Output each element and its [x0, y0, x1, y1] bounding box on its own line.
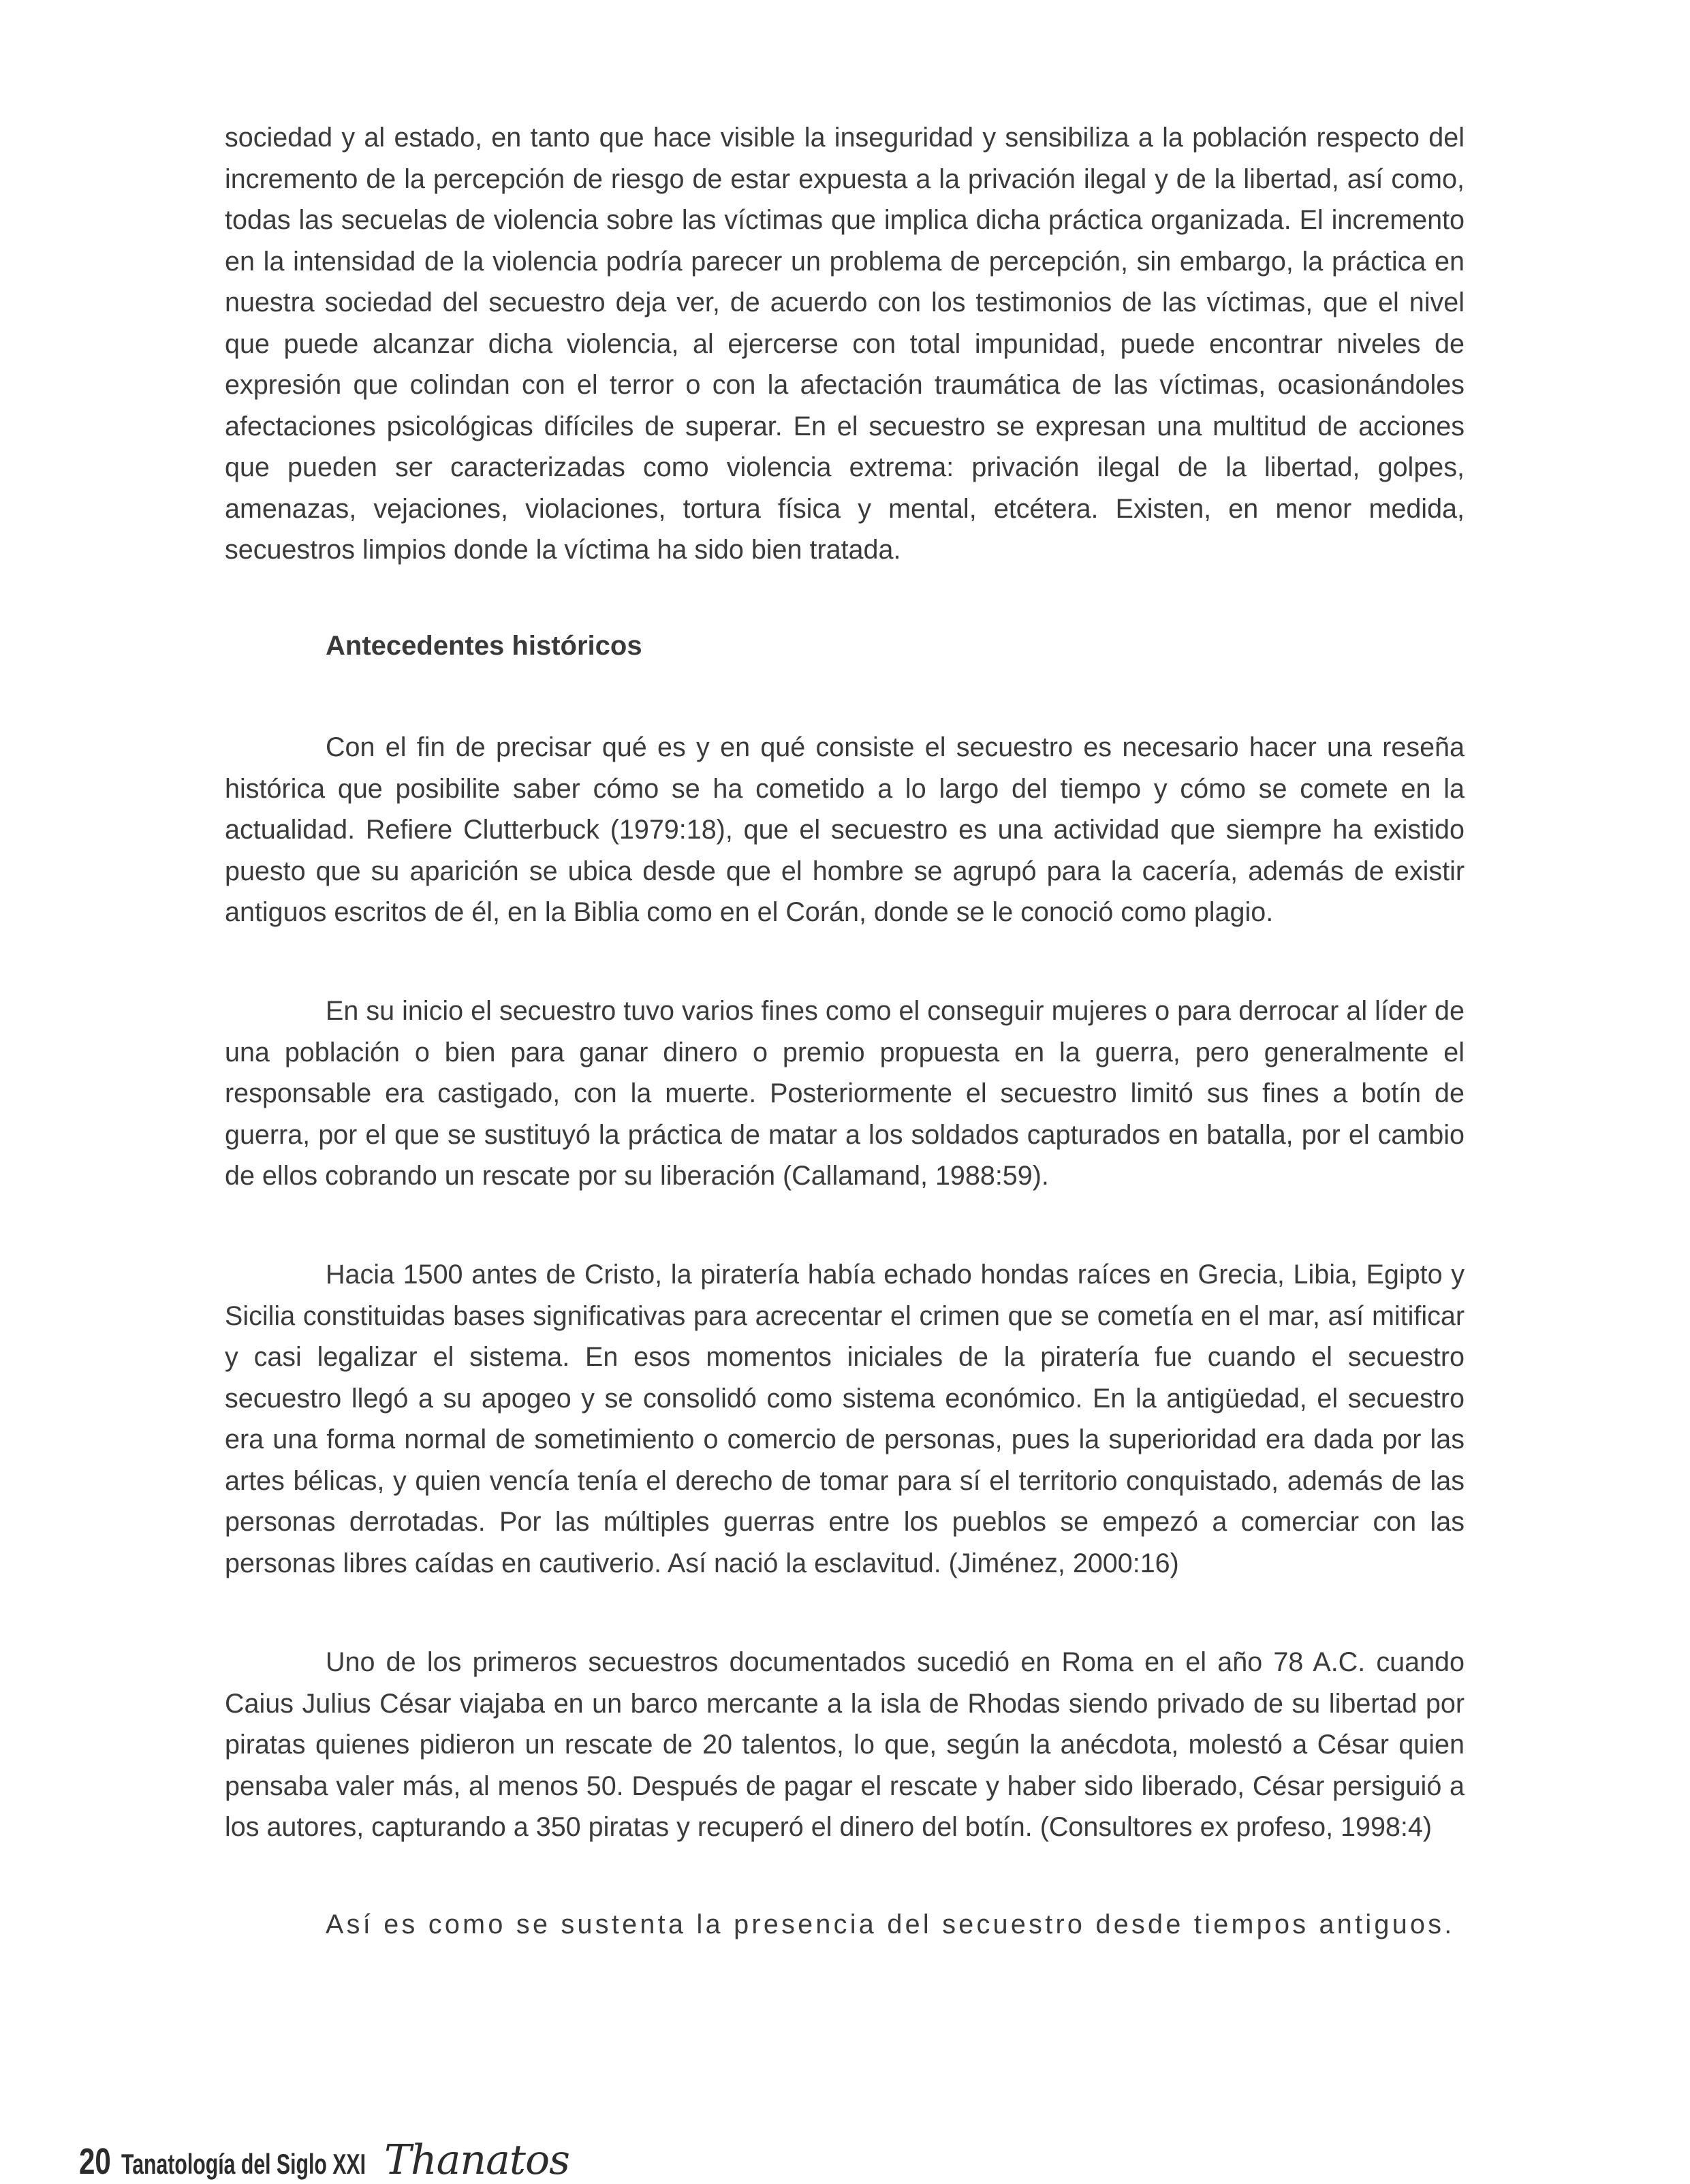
thanatos-logo: Thanatos	[384, 2136, 569, 2184]
section-heading: Antecedentes históricos	[326, 631, 642, 661]
magazine-title: Tanatología del Siglo XXI	[121, 2148, 366, 2180]
paragraph-3: Hacia 1500 antes de Cristo, la piratería había echado hondas raíces en Grecia, Libia, Egipto y Sicilia constituidas bases significativas para acrecentar el crimen que se cometía en el mar, así mitificar y casi legalizar el sistema. En esos momentos iniciales de la piratería fue cuando el secuestro secuestro llegó a su apogeo y se consolidó como sistema económico. En la antigüedad, el secuestro era una forma normal de sometimiento o comercio de personas, pues la superioridad era dada por las artes bélicas, y quien vencía tenía el derecho de tomar para sí el territorio conquistado, además de las personas derrotadas. Por las múltiples guerras entre los pueblos se empezó a comerciar con las personas libres caídas en cautiverio. Así nació la esclavitud. (Jiménez, 2000:16)	[225, 1260, 1465, 1578]
page-footer	[79, 2136, 569, 2184]
paragraph-intro: sociedad y al estado, en tanto que hace visible la inseguridad y sensibiliza a la población respecto del incremento de la percepción de riesgo de estar expuesta a la privación ilegal y de la libertad, así como, todas las secuelas de violencia sobre las víctimas que implica dicha práctica organizada. El incremento en la intensidad de la violencia podría parecer un problema de percepción, sin embargo, la práctica en nuestra sociedad del secuestro deja ver, de acuerdo con los testimonios de las víctimas, que el nivel que puede alcanzar dicha violencia, al ejercerse con total impunidad, puede encontrar niveles de expresión que colindan con el terror o con la afectación traumática de las víctimas, ocasionándoles afectaciones psicológicas difíciles de superar. En el secuestro se expresan una multitud de acciones que pueden ser caracterizadas como violencia extrema: privación ilegal de la libertad, golpes, amenazas, vejaciones, violaciones, tortura física y mental, etcétera. Existen, en menor medida, secuestros limpios donde la víctima ha sido bien tratada.	[225, 123, 1465, 565]
page-number: 20	[79, 2141, 111, 2182]
paragraph-4: Uno de los primeros secuestros documentados sucedió en Roma en el año 78 A.C. cuando Caius Julius César viajaba en un barco mercante a la isla de Rhodas siendo privado de su libertad por piratas quienes pidieron un rescate de 20 talentos, lo que, según la anécdota, molestó a César quien pensaba valer más, al menos 50. Después de pagar el rescate y haber sido liberado, César persiguió a los autores, capturando a 350 piratas y recuperó el dinero del botín. (Consultores ex profeso, 1998:4)	[225, 1647, 1465, 1842]
paragraph-2: En su inicio el secuestro tuvo varios fines como el conseguir mujeres o para derrocar al líder de una población o bien para ganar dinero o premio propuesta en la guerra, pero generalmente el responsable era castigado, con la muerte. Posteriormente el secuestro limitó sus fines a botín de guerra, por el que se sustituyó la práctica de matar a los soldados capturados en batalla, por el cambio de ellos cobrando un rescate por su liberación (Callamand, 1988:59).	[225, 996, 1465, 1191]
paragraph-5: Así es como se sustenta la presencia del secuestro desde tiempos antiguos.	[326, 1909, 1455, 1939]
paragraph-1: Con el fin de precisar qué es y en qué consiste el secuestro es necesario hacer una reseña histórica que posibilite saber cómo se ha cometido a lo largo del tiempo y cómo se comete en la actualidad. Refiere Clutterbuck (1979:18), que el secuestro es una actividad que siempre ha existido puesto que su aparición se ubica desde que el hombre se agrupó para la cacería, además de existir antiguos escritos de él, en la Biblia como en el Corán, donde se le conoció como plagio.	[225, 732, 1465, 927]
